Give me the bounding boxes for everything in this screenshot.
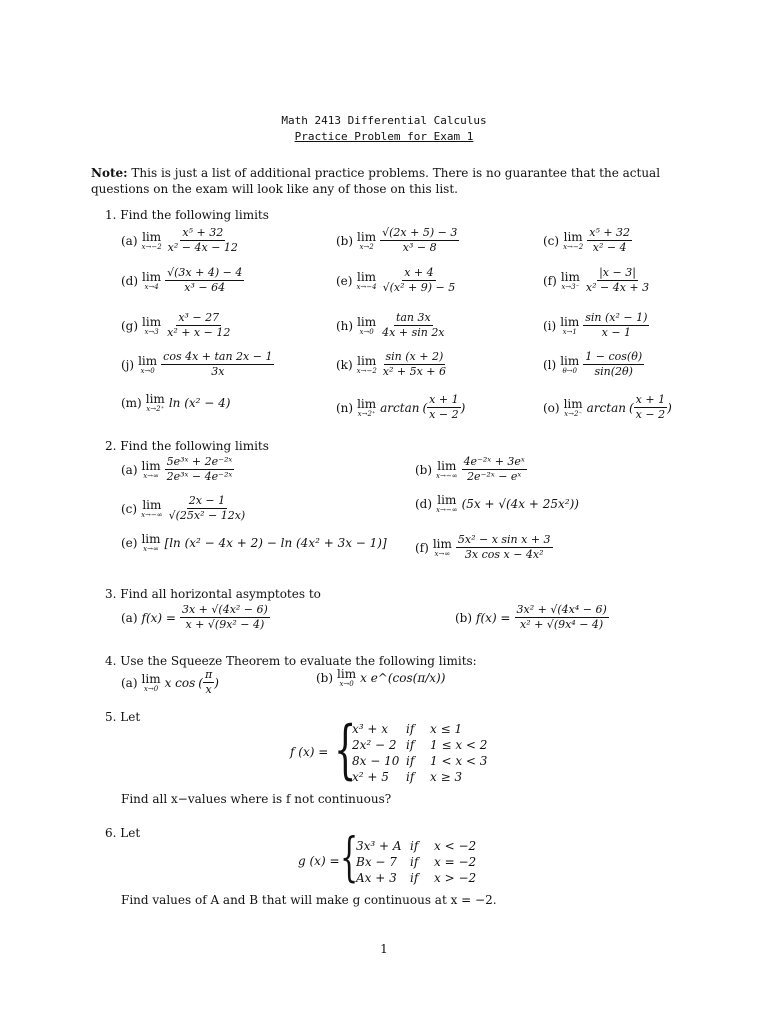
limit-operator — [146, 393, 165, 413]
lim-word: lim — [142, 497, 162, 512]
lim-word: lim — [337, 667, 357, 681]
numerator: √(2x + 5) − 3 — [382, 226, 458, 239]
fraction — [583, 350, 644, 379]
limit-operator — [142, 673, 161, 693]
limit-problem-1a — [121, 226, 240, 255]
asymptote-problem-3b — [455, 603, 609, 632]
piecewise-g-brace: { — [340, 828, 359, 888]
lim-word: lim — [560, 269, 580, 284]
piecewise-f-lhs: f (x) = — [290, 745, 329, 759]
paren-close: ) — [667, 400, 672, 415]
problem-2-stem: 2. Find the following limits — [105, 439, 269, 453]
denominator: x − 1 — [601, 326, 632, 339]
piece-condition: x = −2 — [434, 855, 477, 869]
piece-if: if — [406, 754, 415, 768]
item-label: (a) — [121, 233, 138, 248]
denominator: 3x cos x − 4x² — [464, 548, 544, 561]
denominator: x² − 4x + 3 — [585, 281, 650, 294]
limit-problem-1i — [543, 311, 649, 340]
item-label: (f) — [415, 540, 429, 555]
numerator: 3x² + √(4x⁴ − 6) — [516, 603, 607, 616]
denominator: x³ − 64 — [184, 281, 226, 294]
limit-operator — [564, 398, 583, 418]
limit-problem-1g — [121, 311, 232, 340]
fraction — [180, 603, 270, 632]
note-text: This is just a list of additional practice problems. There is no guarantee that the actual questions on the exam will look like any of those on this list. — [91, 166, 661, 196]
piece-if: if — [410, 855, 419, 869]
limit-subscript: x→−∞ — [436, 506, 458, 514]
item-label: (d) — [415, 497, 433, 511]
denominator: x² + √(9x⁴ − 4) — [519, 618, 604, 631]
numerator: x⁵ + 32 — [182, 226, 224, 239]
item-label: (a) — [121, 462, 138, 477]
denominator: x² − 4 — [592, 241, 627, 254]
limit-subscript: x→−4 — [356, 282, 377, 291]
function-lhs: f(x) = — [141, 610, 176, 625]
lim-word: lim — [357, 229, 377, 244]
limit-subscript: x→∞ — [143, 471, 159, 480]
lim-word: lim — [142, 229, 162, 244]
fraction — [456, 533, 553, 562]
limit-problem-2e — [121, 533, 390, 553]
limit-operator — [357, 355, 377, 375]
problem-1-stem: 1. Find the following limits — [105, 208, 269, 222]
limit-subscript: x→3⁻ — [561, 282, 580, 291]
numerator: sin (x² − 1) — [585, 311, 648, 324]
item-label: (d) — [121, 273, 139, 288]
squeeze-problem-4a — [121, 668, 219, 697]
limit-operator — [141, 499, 163, 519]
item-label: (c) — [121, 501, 138, 516]
limit-problem-2d — [415, 494, 582, 514]
limit-subscript: x→∞ — [434, 549, 451, 558]
limit-problem-1m — [121, 393, 233, 413]
limit-subscript: x→0 — [359, 327, 374, 336]
limit-operator — [142, 316, 161, 336]
item-label: (h) — [336, 318, 354, 333]
paren-open: ( — [422, 400, 428, 415]
limit-subscript: x→−∞ — [141, 510, 163, 519]
limit-operator — [561, 271, 580, 291]
lim-word: lim — [563, 229, 583, 244]
fraction — [165, 266, 244, 295]
fraction — [203, 668, 214, 697]
problem-3-stem: 3. Find all horizontal asymptotes to — [105, 587, 321, 601]
numerator: 3x + √(4x² − 6) — [181, 603, 268, 616]
numerator: x + 1 — [429, 393, 459, 406]
squeeze-problem-4b — [316, 668, 448, 688]
limit-expression: [ln (x² − 4x + 2) − ln (4x² + 3x − 1)] — [164, 536, 387, 550]
denominator: x² + x − 12 — [167, 326, 231, 339]
problem-4-stem: 4. Use the Squeeze Theorem to evaluate the following limits: — [105, 654, 477, 668]
numerator: sin (x + 2) — [385, 350, 444, 363]
piece-if: if — [406, 738, 415, 752]
limit-operator — [560, 355, 579, 375]
limit-expression: ln (x² − 4) — [168, 396, 231, 410]
limit-problem-2b — [415, 455, 527, 484]
lim-word: lim — [138, 353, 158, 368]
piece-expression: 8x − 10 — [352, 754, 400, 768]
limit-expression: x cos — [164, 675, 196, 690]
fraction — [165, 455, 235, 484]
limit-subscript: x→−∞ — [436, 471, 458, 480]
lim-word: lim — [432, 536, 452, 551]
limit-subscript: x→4 — [144, 282, 159, 291]
denominator: 3x — [211, 365, 225, 378]
limit-operator — [142, 271, 161, 291]
piece-condition: 1 < x < 3 — [430, 754, 488, 768]
fraction — [161, 350, 274, 379]
limit-operator — [357, 316, 376, 336]
limit-problem-1e — [336, 266, 457, 295]
limit-subscript: x→1 — [562, 327, 577, 336]
piece-condition: x > −2 — [434, 871, 477, 885]
piecewise-g-lhs: g (x) = — [298, 854, 340, 868]
numerator: tan 3x — [395, 311, 431, 324]
limit-problem-2a — [121, 455, 234, 484]
fraction — [462, 455, 527, 484]
piece-expression: Bx − 7 — [356, 855, 397, 869]
limit-problem-1f — [543, 266, 651, 295]
limit-expression: arctan — [380, 400, 420, 415]
limit-operator — [357, 231, 376, 251]
lim-word: lim — [141, 532, 161, 546]
fraction — [381, 350, 448, 379]
lim-word: lim — [142, 314, 162, 329]
piece-expression: 3x³ + A — [356, 839, 402, 853]
denominator: x − 2 — [429, 408, 459, 421]
item-label: (o) — [543, 400, 560, 415]
limit-problem-1k — [336, 350, 448, 379]
piece-expression: Ax + 3 — [356, 871, 397, 885]
lim-word: lim — [563, 396, 583, 411]
fraction — [166, 226, 240, 255]
limit-subscript: x→−2 — [141, 242, 162, 251]
limit-operator — [436, 494, 458, 514]
fraction — [634, 393, 667, 422]
document-title: Math 2413 Differential Calculus — [281, 114, 487, 127]
numerator: 1 − cos(θ) — [585, 350, 643, 363]
numerator: x³ − 27 — [178, 311, 220, 324]
item-label: (c) — [543, 233, 560, 248]
limit-subscript: x→0 — [339, 680, 354, 688]
limit-subscript: x→2 — [359, 242, 374, 251]
fraction — [583, 311, 649, 340]
paren-open: ( — [628, 400, 634, 415]
lim-word: lim — [357, 269, 377, 284]
piece-condition: 1 ≤ x < 2 — [430, 738, 488, 752]
item-label: (i) — [543, 318, 557, 333]
note-label: Note: — [91, 166, 128, 180]
limit-subscript: x→2⁺ — [146, 405, 165, 413]
numerator: √(3x + 4) − 4 — [167, 266, 243, 279]
piece-if: if — [406, 722, 415, 736]
limit-operator — [138, 355, 157, 375]
denominator: x² + 5x + 6 — [382, 365, 447, 378]
paren-close: ) — [214, 675, 219, 690]
lim-word: lim — [141, 458, 161, 473]
limit-problem-1l — [543, 350, 644, 379]
piece-expression: x² + 5 — [352, 770, 389, 784]
piece-condition: x ≥ 3 — [430, 770, 463, 784]
item-label: (a) — [121, 610, 138, 625]
limit-operator — [141, 533, 160, 553]
item-label: (b) — [336, 233, 354, 248]
lim-word: lim — [357, 314, 377, 329]
problem-5-stem: 5. Let — [105, 710, 141, 724]
fraction — [381, 266, 458, 295]
limit-subscript: θ→0 — [562, 366, 577, 375]
limit-problem-1j — [121, 350, 274, 379]
lim-word: lim — [357, 396, 377, 411]
lim-word: lim — [145, 392, 165, 406]
asymptote-problem-3a — [121, 603, 270, 632]
limit-problem-1d — [121, 266, 244, 295]
numerator: π — [204, 668, 213, 681]
limit-problem-1c — [543, 226, 632, 255]
limit-subscript: x→∞ — [143, 545, 159, 553]
denominator: x³ − 8 — [402, 241, 437, 254]
limit-subscript: x→2⁻ — [564, 409, 583, 418]
lim-word: lim — [560, 314, 580, 329]
denominator: x — [205, 683, 212, 696]
item-label: (b) — [316, 671, 334, 685]
numerator: 2x − 1 — [188, 494, 226, 507]
item-label: (f) — [543, 273, 557, 288]
item-label: (a) — [121, 675, 138, 690]
limit-subscript: x→0 — [143, 684, 159, 693]
fraction — [380, 311, 446, 340]
item-label: (e) — [121, 536, 138, 550]
limit-expression: arctan — [586, 400, 626, 415]
denominator: x + √(9x² − 4) — [185, 618, 265, 631]
item-label: (e) — [336, 273, 353, 288]
item-label: (k) — [336, 357, 353, 372]
function-lhs: f(x) = — [476, 610, 511, 625]
limit-subscript: x→−2 — [563, 242, 584, 251]
denominator: 2e⁻²ˣ − eˣ — [467, 470, 522, 483]
denominator: x − 2 — [635, 408, 666, 421]
piece-if: if — [410, 839, 419, 853]
denominator: 2e³ˣ − 4e⁻²ˣ — [166, 470, 233, 483]
limit-subscript: x→3 — [144, 327, 159, 336]
numerator: 4e⁻²ˣ + 3eˣ — [463, 455, 525, 468]
limit-operator — [436, 460, 458, 480]
limit-problem-1n — [336, 393, 465, 422]
note-paragraph — [91, 165, 671, 197]
limit-operator — [356, 271, 376, 291]
numerator: x + 4 — [404, 266, 434, 279]
piece-condition: x < −2 — [434, 839, 477, 853]
fraction — [167, 494, 248, 523]
fraction — [515, 603, 609, 632]
limit-problem-2f — [415, 533, 553, 562]
item-label: (m) — [121, 396, 142, 410]
problem-6-question: Find values of A and B that will make g continuous at x = −2. — [121, 893, 497, 907]
limit-expression: (5x + √(4x + 25x²)) — [461, 497, 579, 511]
limit-problem-1o — [543, 393, 672, 422]
fraction — [587, 226, 632, 255]
limit-problem-2c — [121, 494, 247, 523]
piece-expression: 2x² − 2 — [352, 738, 397, 752]
numerator: 5e³ˣ + 2e⁻²ˣ — [166, 455, 233, 468]
limit-operator — [560, 316, 579, 336]
numerator: cos 4x + tan 2x − 1 — [163, 350, 273, 363]
denominator: sin(2θ) — [594, 365, 633, 378]
problem-6-stem: 6. Let — [105, 826, 141, 840]
lim-word: lim — [437, 493, 457, 507]
numerator: |x − 3| — [599, 266, 636, 279]
limit-subscript: x→−2 — [356, 366, 377, 375]
limit-operator — [142, 231, 162, 251]
limit-operator — [142, 460, 161, 480]
item-label: (g) — [121, 318, 139, 333]
piece-expression: x³ + x — [352, 722, 389, 736]
piece-if: if — [410, 871, 419, 885]
numerator: x + 1 — [635, 393, 666, 406]
denominator: x² − 4x − 12 — [167, 241, 238, 254]
lim-word: lim — [357, 353, 377, 368]
denominator: √(25x² − 12x) — [168, 509, 246, 522]
lim-word: lim — [560, 353, 580, 368]
limit-operator — [337, 668, 356, 688]
item-label: (n) — [336, 400, 354, 415]
denominator: 4x + sin 2x — [382, 326, 445, 339]
numerator: x⁵ + 32 — [589, 226, 631, 239]
page-number: 1 — [380, 942, 388, 956]
fraction — [584, 266, 651, 295]
limit-expression: x e^(cos(π/x)) — [360, 671, 446, 685]
lim-word: lim — [141, 671, 161, 686]
numerator: 5x² − x sin x + 3 — [457, 533, 551, 546]
item-label: (l) — [543, 357, 557, 372]
fraction — [427, 393, 460, 422]
limit-operator — [433, 538, 452, 558]
limit-operator — [357, 398, 376, 418]
limit-problem-1h — [336, 311, 447, 340]
item-label: (b) — [415, 462, 433, 477]
item-label: (j) — [121, 357, 135, 372]
lim-word: lim — [142, 269, 162, 284]
problem-5-question: Find all x−values where is f not continuous? — [121, 792, 392, 806]
piecewise-f-brace: { — [334, 713, 357, 787]
paren-close: ) — [460, 400, 466, 415]
document-subtitle: Practice Problem for Exam 1 — [294, 130, 474, 143]
fraction — [380, 226, 459, 255]
lim-word: lim — [437, 458, 457, 473]
fraction — [165, 311, 232, 340]
denominator: √(x² + 9) − 5 — [382, 281, 456, 294]
limit-subscript: x→2⁺ — [357, 409, 376, 418]
piece-if: if — [406, 770, 415, 784]
item-label: (b) — [455, 610, 473, 625]
paren-open: ( — [198, 675, 203, 690]
limit-operator — [563, 231, 583, 251]
limit-subscript: x→0 — [140, 366, 155, 375]
piece-condition: x ≤ 1 — [430, 722, 463, 736]
limit-problem-1b — [336, 226, 459, 255]
